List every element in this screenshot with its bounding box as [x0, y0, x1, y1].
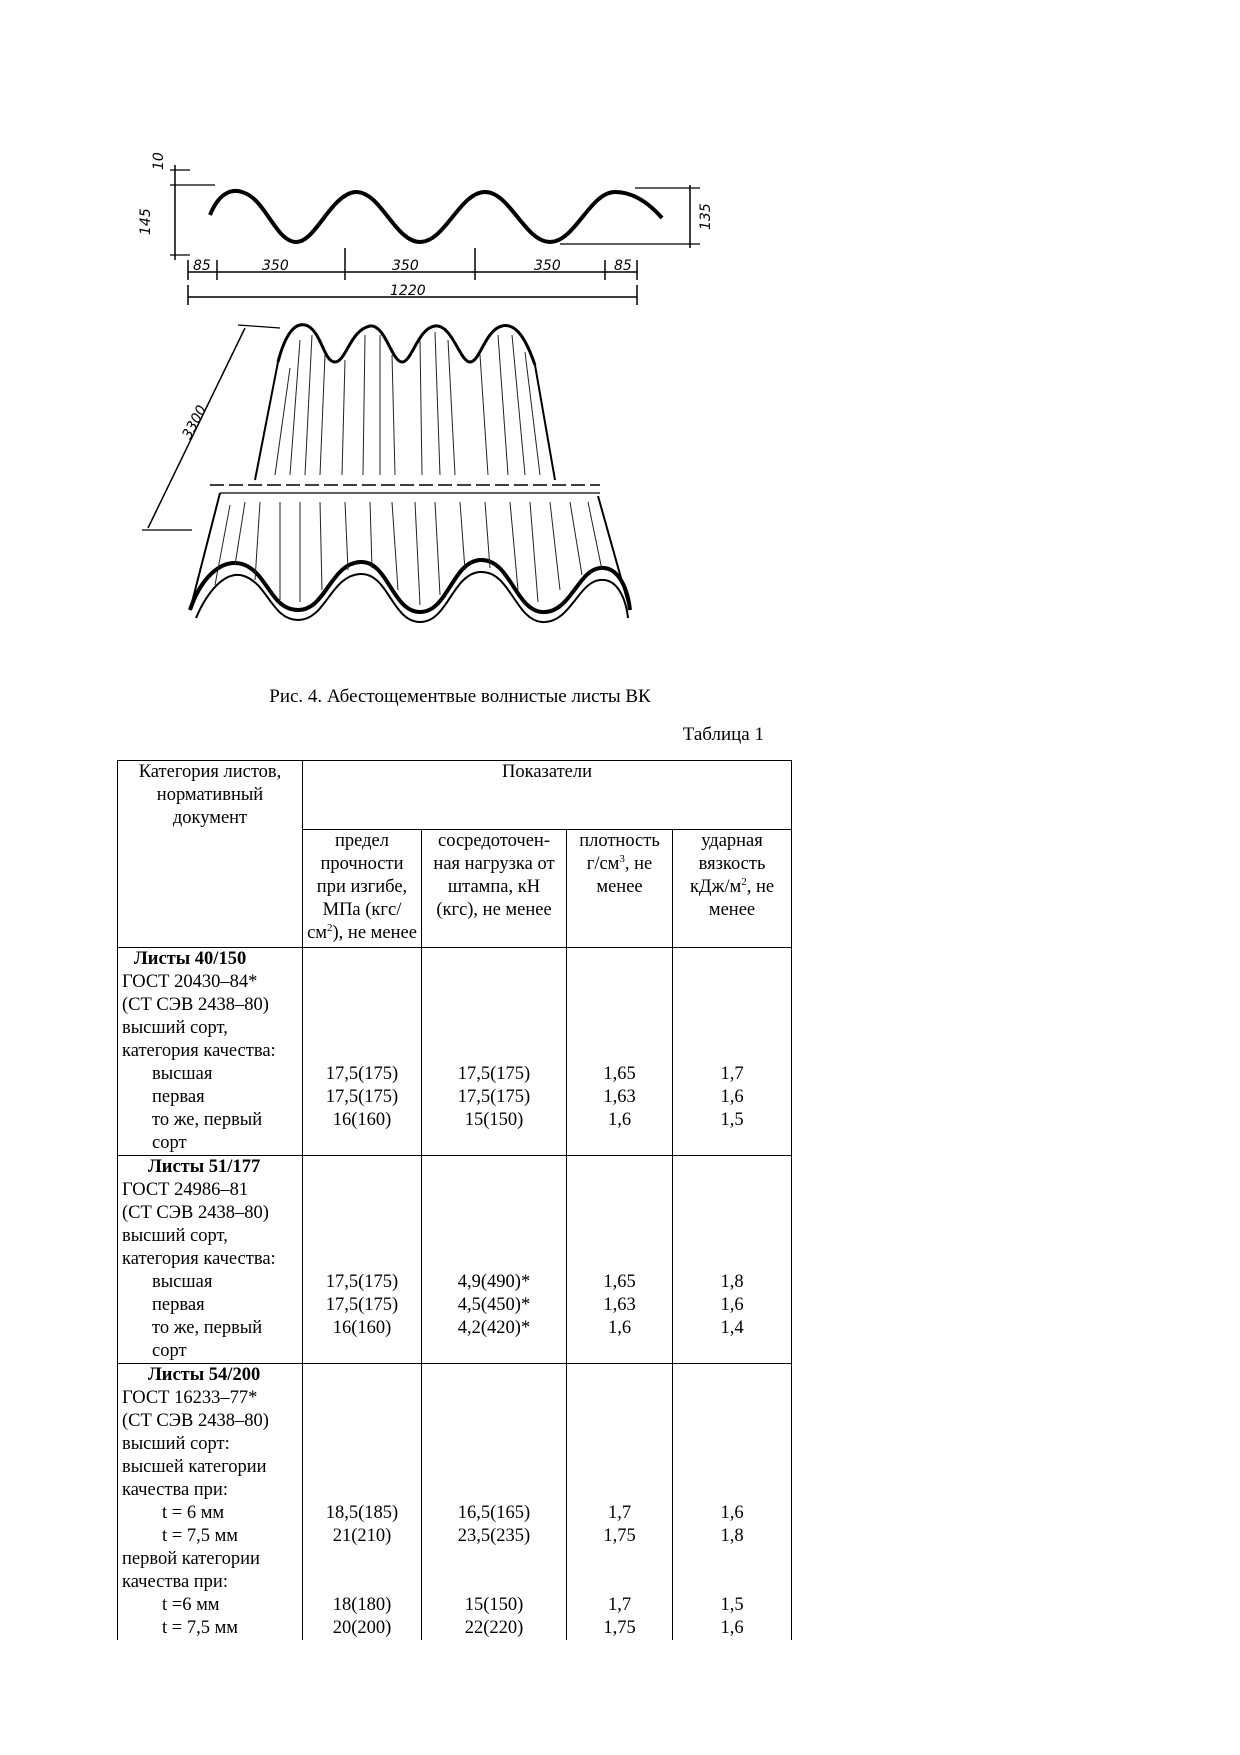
corrugated-sheet-figure: [130, 140, 770, 670]
row-label: первая: [152, 1087, 205, 1107]
value: 1,6: [720, 1295, 744, 1315]
row-label: t = 6 мм: [162, 1503, 225, 1523]
dim-145: 145: [138, 208, 154, 235]
group-desc-line: категория качества:: [122, 1041, 276, 1061]
header-indicators: Показатели: [303, 761, 792, 830]
value: 4,5(450)*: [457, 1295, 531, 1315]
row-label: t =6 мм: [162, 1595, 220, 1615]
group-desc-line: (СТ СЭВ 2438–80): [122, 995, 269, 1015]
group-desc-line: высший сорт:: [122, 1434, 230, 1454]
group-desc-line: качества при:: [122, 1480, 228, 1500]
impact-toughness-cell: [673, 1364, 792, 1641]
value: 1,65: [603, 1064, 636, 1084]
bending-strength-cell: [303, 1156, 422, 1364]
group-category-cell: [118, 1364, 303, 1641]
group-desc-line: ГОСТ 16233–77*: [122, 1388, 258, 1408]
row-label: сорт: [152, 1133, 187, 1153]
value: 1,5: [720, 1110, 744, 1130]
row-label: t = 7,5 мм: [162, 1526, 238, 1546]
group-desc-line: (СТ СЭВ 2438–80): [122, 1203, 269, 1223]
figure-caption: Рис. 4. Абестощементвые волнистые листы ВК: [269, 686, 651, 707]
group-desc-line: ГОСТ 24986–81: [122, 1180, 249, 1200]
concentrated-load-cell: [422, 948, 567, 1156]
header-concentrated-load: сосредоточен-ная нагрузка от штампа, кН (кгс), не менее: [422, 830, 567, 948]
dim-350-3: 350: [534, 258, 561, 274]
header-bending-strength: предел прочности при изгибе, МПа $(кгс/см^2)$, не менее: [303, 830, 422, 948]
group-desc-line: качества при:: [122, 1572, 228, 1592]
group-desc-line: первой категории: [122, 1549, 260, 1569]
value: 1,5: [720, 1595, 744, 1615]
dim-85-right: 85: [614, 258, 632, 274]
value: 17,5(175): [325, 1272, 399, 1292]
value: 1,4: [720, 1318, 744, 1338]
row-label: то же, первый: [152, 1318, 263, 1338]
value: 1,8: [720, 1526, 744, 1546]
value: 1,65: [603, 1272, 636, 1292]
row-label: первая: [152, 1295, 205, 1315]
sheet-perspective-drawing: [142, 325, 630, 622]
value: 17,5(175): [325, 1295, 399, 1315]
value: 1,75: [603, 1526, 636, 1546]
value: 22(220): [464, 1618, 524, 1638]
value: 18(180): [332, 1595, 392, 1615]
value: 4,2(420)*: [457, 1318, 531, 1338]
group-category-cell: [118, 948, 303, 1156]
row-label: то же, первый: [152, 1110, 263, 1130]
value: 1,75: [603, 1618, 636, 1638]
group-desc-line: высший сорт,: [122, 1226, 228, 1246]
value: 1,6: [720, 1618, 744, 1638]
value: 15(150): [464, 1595, 524, 1615]
concentrated-load-cell: [422, 1364, 567, 1641]
dim-350-1: 350: [262, 258, 289, 274]
group-category-cell: [118, 1156, 303, 1364]
value: 16,5(165): [457, 1503, 531, 1523]
value: 1,6: [607, 1110, 632, 1130]
value: 1,6: [720, 1087, 744, 1107]
row-label: t = 7,5 мм: [162, 1618, 238, 1638]
value: 18,5(185): [325, 1503, 399, 1523]
value: 1,7: [607, 1595, 632, 1615]
table-header-row-1: [118, 761, 792, 830]
group-title: Листы 40/150: [134, 949, 247, 969]
value: 23,5(235): [457, 1526, 531, 1546]
value: 16(160): [332, 1110, 392, 1130]
group-desc-line: категория качества:: [122, 1249, 276, 1269]
header-density: плотность $г/см^3$, не менее: [567, 830, 673, 948]
bending-strength-cell: [303, 1364, 422, 1641]
row-label: высшая: [152, 1272, 213, 1292]
value: 16(160): [332, 1318, 392, 1338]
dim-85-left: 85: [193, 258, 211, 274]
row-label: сорт: [152, 1341, 187, 1361]
value: 17,5(175): [457, 1087, 531, 1107]
header-impact-toughness: ударная вязкость кДж/$м^2$, не менее: [673, 830, 792, 948]
value: 1,6: [607, 1318, 632, 1338]
value: 1,63: [603, 1295, 636, 1315]
concentrated-load-cell: [422, 1156, 567, 1364]
value: 4,9(490)*: [457, 1272, 531, 1292]
table-group-sheets-51-177: [118, 1156, 792, 1364]
header-category: Категория листов, нормативный документ: [118, 761, 303, 948]
value: 1,7: [607, 1503, 632, 1523]
density-cell: [567, 948, 673, 1156]
impact-toughness-cell: [673, 948, 792, 1156]
density-cell: [567, 1364, 673, 1641]
value: 15(150): [464, 1110, 524, 1130]
sheet-profile-drawing: [170, 165, 700, 305]
bending-strength-cell: [303, 948, 422, 1156]
value: 1,8: [720, 1272, 744, 1292]
dim-10: 10: [151, 152, 167, 170]
group-title: Листы 54/200: [148, 1365, 261, 1385]
value: 1,7: [720, 1064, 744, 1084]
value: 17,5(175): [325, 1064, 399, 1084]
value: 1,6: [720, 1503, 744, 1523]
dim-1220: 1220: [390, 283, 426, 299]
value: 21(210): [332, 1526, 392, 1546]
value: 20(200): [332, 1618, 392, 1638]
dim-350-2: 350: [392, 258, 419, 274]
density-cell: [567, 1156, 673, 1364]
group-desc-line: высший сорт,: [122, 1018, 228, 1038]
impact-toughness-cell: [673, 1156, 792, 1364]
table-group-sheets-40-150: [118, 948, 792, 1156]
group-desc-line: высшей категории: [122, 1457, 267, 1477]
value: 17,5(175): [457, 1064, 531, 1084]
value: 17,5(175): [325, 1087, 399, 1107]
dim-3300: 3300: [179, 402, 211, 442]
table-group-sheets-54-200: [118, 1364, 792, 1641]
group-desc-line: ГОСТ 20430–84*: [122, 972, 258, 992]
properties-table: [117, 760, 792, 1640]
table-label: Таблица 1: [682, 724, 764, 745]
row-label: высшая: [152, 1064, 213, 1084]
value: 1,63: [603, 1087, 636, 1107]
group-title: Листы 51/177: [148, 1157, 261, 1177]
group-desc-line: (СТ СЭВ 2438–80): [122, 1411, 269, 1431]
dim-135: 135: [698, 203, 714, 230]
